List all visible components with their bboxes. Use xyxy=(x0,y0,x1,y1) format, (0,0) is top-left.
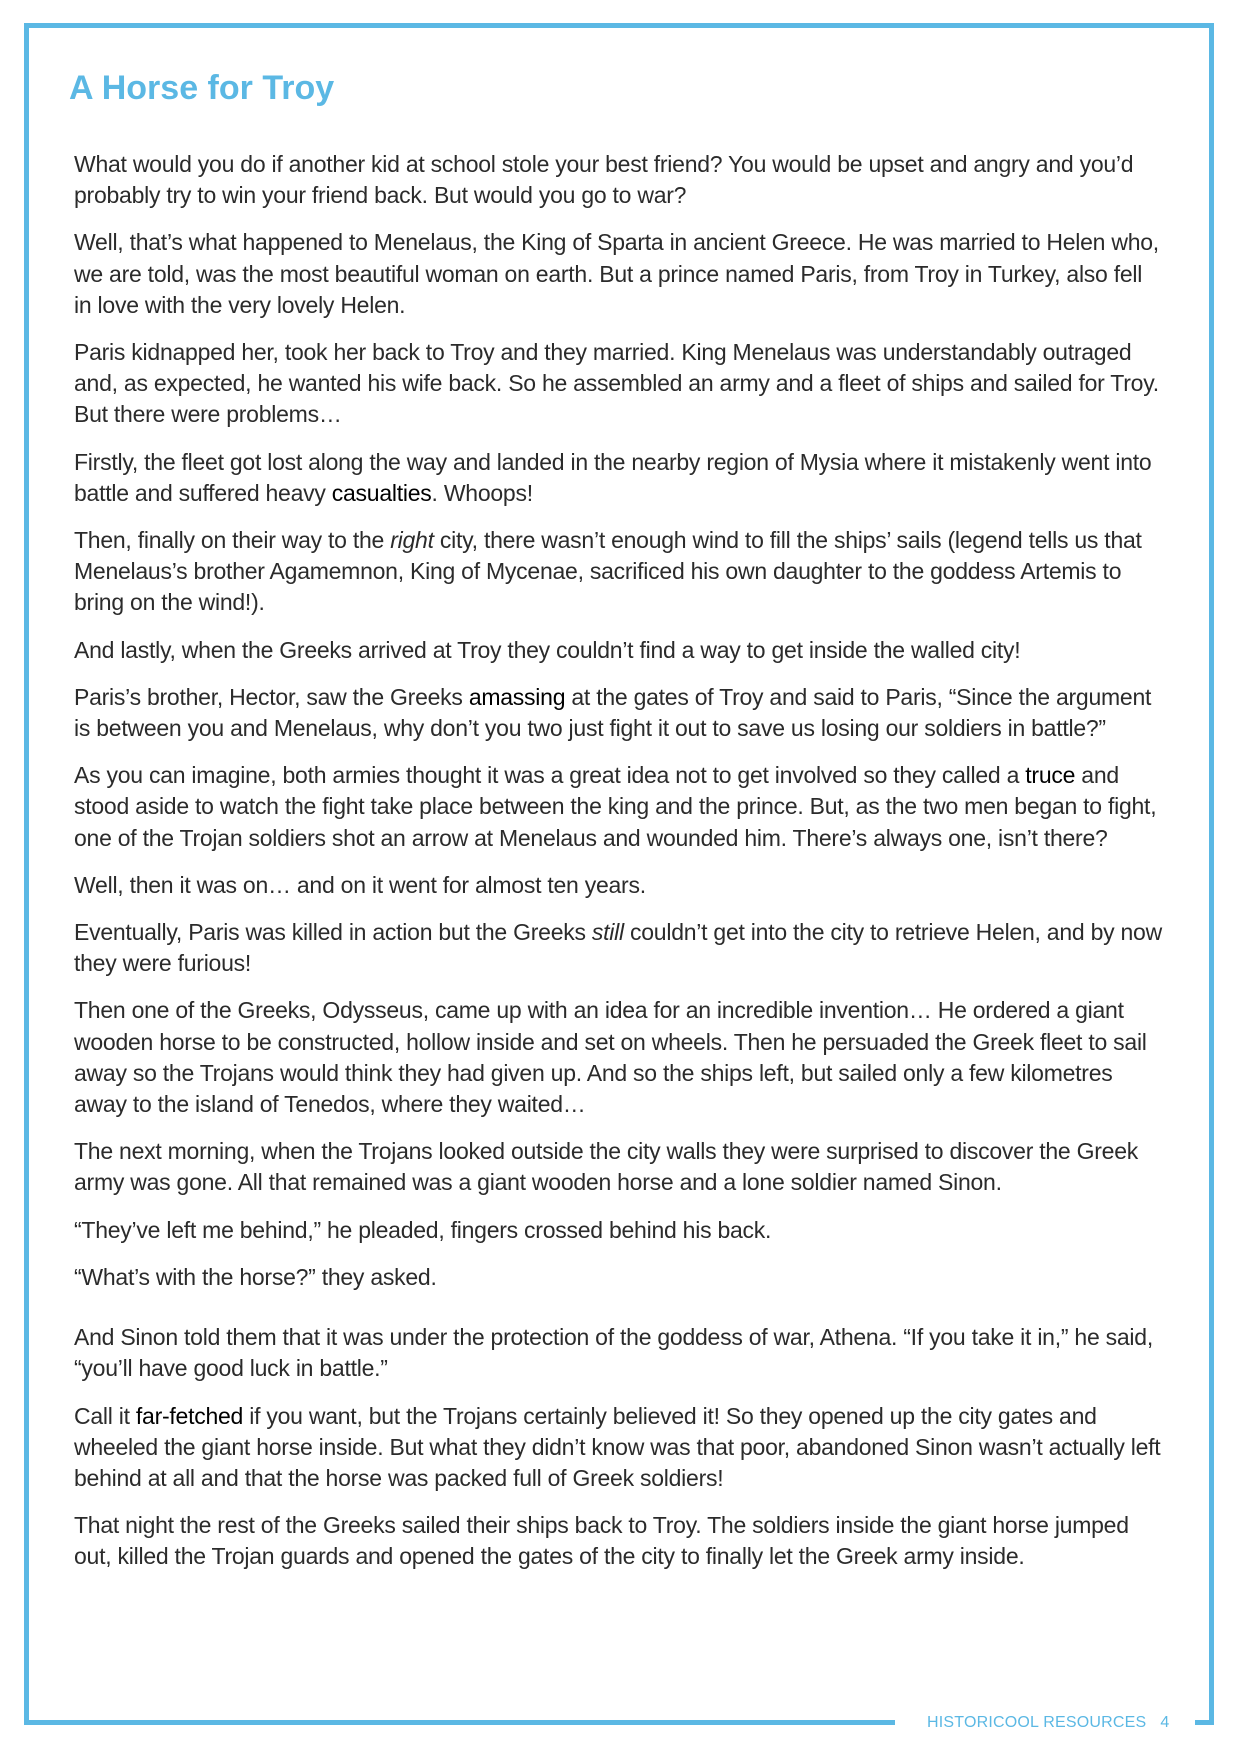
page-number: 4 xyxy=(1160,1714,1170,1731)
paragraph-10 xyxy=(74,917,1164,979)
paragraph-16-text: Call it xyxy=(74,1402,136,1429)
paragraph-7-text-end: at the gates of Troy and said to Paris, “Since the argument is between you and Menelaus, why don’t you two just fight it out to save us losing our soldiers in battle?” xyxy=(74,683,1152,742)
page-footer xyxy=(927,1713,1169,1733)
paragraph-8 xyxy=(74,760,1164,854)
keyword-casualties: casualties xyxy=(331,479,432,506)
paragraph-3: Paris kidnapped her, took her back to Troy and they married. King Menelaus was understandably outraged and, as expected, he wanted his wife back. So he assembled an army and a fleet of ships and sailed for Troy. But there were problems… xyxy=(74,339,1159,428)
paragraph-7 xyxy=(74,682,1164,744)
paragraph-11: Then one of the Greeks, Odysseus, came up with an idea for an incredible invention… He ordered a giant wooden horse to be constructed, hollow inside and set on wheels. Then he persuaded the Greek fleet to sail away so the Trojans would think they had given up. And so the ships left, but sailed only a few kilometres away to the island of Tenedos, where they waited… xyxy=(74,997,1147,1118)
paragraph-14: “What’s with the horse?” they asked. xyxy=(74,1263,437,1290)
paragraph-4-text: Firstly, the fleet got lost along the way and landed in the nearby region of Mysia where it mistakenly went into battle and suffered heavy xyxy=(74,448,1152,506)
page-title: A Horse for Troy xyxy=(69,69,335,107)
paragraph-16-text-end: if you want, but the Trojans certainly believed it! So they opened up the city gates and wheeled the giant horse inside. But what they didn’t know was that poor, abandoned Sinon wasn’t actually left behind at all and that the horse was packed full of Greek soldiers! xyxy=(74,1402,1161,1491)
emphasis-right: right xyxy=(390,527,434,554)
paragraph-5-text-end: city, there wasn’t enough wind to fill the ships’ sails (legend tells us that Menelaus’s brother Agamemnon, King of Mycenae, sacrificed his own daughter to the goddess Artemis to bring on the wind!). xyxy=(74,527,1142,616)
emphasis-still: still xyxy=(591,919,624,946)
article-body xyxy=(74,149,1164,1589)
paragraph-5 xyxy=(74,525,1164,619)
paragraph-10-text: Eventually, Paris was killed in action but the Greeks xyxy=(74,919,592,946)
keyword-truce: truce xyxy=(1025,762,1076,789)
paragraph-1: What would you do if another kid at school stole your best friend? You would be upset and angry and you’d probably try to win your friend back. But would you go to war? xyxy=(74,151,1134,209)
paragraph-7-text: Paris’s brother, Hector, saw the Greeks xyxy=(74,683,469,710)
footer-label: HISTORICOOL RESOURCES xyxy=(927,1714,1147,1731)
paragraph-9: Well, then it was on… and on it went for almost ten years. xyxy=(74,871,646,898)
paragraph-2: Well, that’s what happened to Menelaus, the King of Sparta in ancient Greece. He was married to Helen who, we are told, was the most beautiful woman on earth. But a prince named Paris, from Troy in Turkey, also fell in love with the very lovely Helen. xyxy=(74,229,1159,318)
paragraph-4-text-end: . Whoops! xyxy=(431,479,533,506)
paragraph-12: The next morning, when the Trojans looked outside the city walls they were surprised to discover the Greek army was gone. All that remained was a giant wooden horse and a lone soldier named Sinon. xyxy=(74,1138,1138,1196)
paragraph-8-text: As you can imagine, both armies thought it was a great idea not to get involved so they called a xyxy=(74,762,1026,789)
paragraph-5-text: Then, finally on their way to the xyxy=(74,527,391,554)
paragraph-13: “They’ve left me behind,” he pleaded, fingers crossed behind his back. xyxy=(74,1216,772,1243)
paragraph-16 xyxy=(74,1401,1164,1495)
paragraph-15: And Sinon told them that it was under the protection of the goddess of war, Athena. “If you take it in,” he said, “you’ll have good luck in battle.” xyxy=(74,1324,1153,1382)
keyword-amassing: amassing xyxy=(468,683,566,710)
paragraph-10-text-end: couldn’t get into the city to retrieve Helen, and by now they were furious! xyxy=(74,919,1162,977)
paragraph-6: And lastly, when the Greeks arrived at Troy they couldn’t find a way to get inside the walled city! xyxy=(74,636,1021,663)
keyword-far-fetched: far-fetched xyxy=(135,1402,244,1429)
paragraph-4 xyxy=(74,447,1164,509)
paragraph-8-text-end: and stood aside to watch the fight take place between the king and the prince. But, as the two men began to fight, one of the Trojan soldiers shot an arrow at Menelaus and wounded him. There’s always one, isn’t there? xyxy=(74,762,1157,851)
paragraph-17: That night the rest of the Greeks sailed their ships back to Troy. The soldiers inside the giant horse jumped out, killed the Trojan guards and opened the gates of the city to finally let the Greek army inside. xyxy=(74,1512,1129,1570)
